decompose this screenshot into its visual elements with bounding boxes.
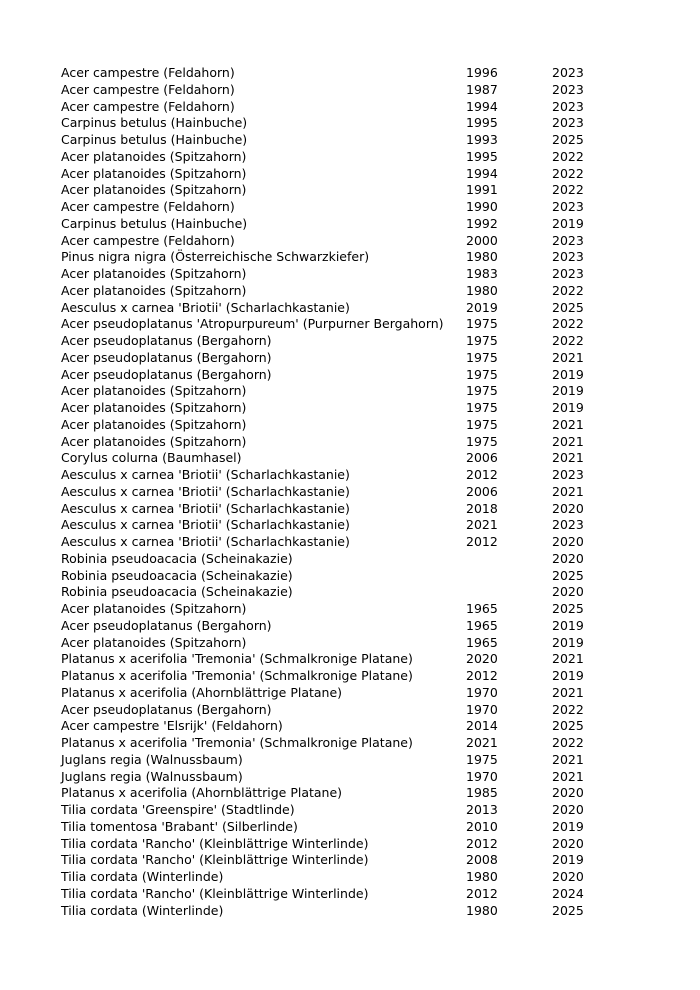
species-cell: Acer campestre (Feldahorn) — [61, 65, 235, 80]
year-checked-cell: 2022 — [552, 316, 584, 332]
species-cell: Acer campestre (Feldahorn) — [61, 199, 235, 214]
year-planted-cell: 1975 — [466, 366, 498, 382]
year-planted-cell: 1983 — [466, 266, 498, 281]
table-row — [61, 735, 612, 752]
year-checked-cell: 2025 — [552, 132, 584, 147]
year-planted-cell: 1975 — [466, 416, 498, 432]
species-cell: Acer pseudoplatanus (Bergahorn) — [61, 366, 272, 382]
year-planted-cell: 2012 — [466, 534, 498, 549]
year-planted-cell: 1970 — [466, 768, 498, 784]
species-cell: Acer campestre (Feldahorn) — [61, 98, 235, 114]
species-cell: Acer platanoides (Spitzahorn) — [61, 433, 247, 449]
year-checked-cell: 2020 — [552, 584, 584, 600]
year-planted-cell: 1975 — [466, 433, 498, 449]
table-row — [61, 199, 612, 216]
species-cell: Robinia pseudoacacia (Scheinakazie) — [61, 550, 293, 566]
year-planted-cell: 2006 — [466, 450, 498, 466]
year-checked-cell: 2022 — [552, 182, 584, 198]
table-row — [61, 300, 612, 317]
species-cell: Robinia pseudoacacia (Scheinakazie) — [61, 584, 293, 600]
table-row — [61, 367, 612, 384]
species-cell: Aesculus x carnea 'Briotii' (Scharlachkastanie) — [61, 483, 350, 499]
table-row — [61, 702, 612, 719]
year-checked-cell: 2020 — [552, 500, 584, 516]
year-checked-cell: 2021 — [552, 751, 584, 767]
year-checked-cell: 2022 — [552, 701, 584, 717]
year-planted-cell: 2000 — [466, 232, 498, 248]
year-planted-cell: 1965 — [466, 601, 498, 616]
table-row — [61, 266, 612, 283]
year-planted-cell: 1980 — [466, 902, 498, 918]
year-checked-cell: 2022 — [552, 148, 584, 164]
year-planted-cell: 1996 — [466, 65, 498, 80]
table-row — [61, 383, 612, 400]
species-cell: Tilia cordata (Winterlinde) — [61, 869, 224, 884]
year-checked-cell: 2021 — [552, 349, 584, 365]
table-row — [61, 584, 612, 601]
species-cell: Acer platanoides (Spitzahorn) — [61, 282, 247, 298]
year-checked-cell: 2022 — [552, 333, 584, 348]
table-row — [61, 316, 612, 333]
year-checked-cell: 2019 — [552, 215, 584, 231]
species-cell: Pinus nigra nigra (Österreichische Schwarzkiefer) — [61, 249, 370, 265]
table-row — [61, 132, 612, 149]
year-planted-cell: 1994 — [466, 165, 498, 181]
species-cell: Carpinus betulus (Hainbuche) — [61, 215, 248, 231]
species-cell: Acer campestre (Feldahorn) — [61, 81, 235, 97]
table-row — [61, 99, 612, 116]
year-checked-cell: 2025 — [552, 299, 584, 315]
year-planted-cell: 2012 — [466, 668, 498, 683]
species-cell: Acer platanoides (Spitzahorn) — [61, 400, 247, 415]
year-planted-cell: 2018 — [466, 500, 498, 516]
species-cell: Tilia cordata (Winterlinde) — [61, 902, 224, 918]
table-row — [61, 65, 612, 82]
table-row — [61, 651, 612, 668]
species-cell: Corylus colurna (Baumhasel) — [61, 450, 242, 466]
year-planted-cell: 2020 — [466, 651, 498, 667]
table-row — [61, 350, 612, 367]
tree-table-body — [61, 65, 612, 919]
species-cell: Tilia cordata 'Rancho' (Kleinblättrige Winterlinde) — [61, 885, 369, 901]
table-row — [61, 400, 612, 417]
species-cell: Platanus x acerifolia (Ahornblättrige Platane) — [61, 684, 343, 700]
year-planted-cell: 1987 — [466, 81, 498, 97]
year-checked-cell: 2019 — [552, 852, 584, 868]
species-cell: Platanus x acerifolia 'Tremonia' (Schmalkronige Platane) — [61, 735, 413, 750]
table-row — [61, 886, 612, 903]
year-planted-cell: 1970 — [466, 684, 498, 700]
year-checked-cell: 2025 — [552, 718, 584, 734]
species-cell: Platanus x acerifolia (Ahornblättrige Platane) — [61, 785, 343, 801]
species-cell: Platanus x acerifolia 'Tremonia' (Schmalkronige Platane) — [61, 651, 413, 667]
table-row — [61, 618, 612, 635]
species-cell: Tilia tomentosa 'Brabant' (Silberlinde) — [61, 818, 298, 834]
table-row — [61, 434, 612, 451]
year-planted-cell: 2012 — [466, 885, 498, 901]
year-planted-cell: 2014 — [466, 718, 498, 734]
species-cell: Acer pseudoplatanus 'Atropurpureum' (Purpurner Bergahorn) — [61, 316, 444, 332]
year-planted-cell: 2010 — [466, 818, 498, 834]
year-checked-cell: 2025 — [552, 902, 584, 918]
year-checked-cell: 2020 — [552, 785, 584, 801]
year-planted-cell: 1975 — [466, 333, 498, 348]
year-planted-cell: 2021 — [466, 735, 498, 750]
table-row — [61, 718, 612, 735]
species-cell: Aesculus x carnea 'Briotii' (Scharlachkastanie) — [61, 299, 350, 315]
table-row — [61, 852, 612, 869]
table-row — [61, 233, 612, 250]
year-planted-cell: 1993 — [466, 132, 498, 147]
year-planted-cell: 2006 — [466, 483, 498, 499]
species-cell: Robinia pseudoacacia (Scheinakazie) — [61, 567, 293, 583]
species-cell: Platanus x acerifolia 'Tremonia' (Schmalkronige Platane) — [61, 668, 413, 683]
species-cell: Acer platanoides (Spitzahorn) — [61, 416, 247, 432]
table-row — [61, 752, 612, 769]
table-row — [61, 467, 612, 484]
year-planted-cell: 1975 — [466, 400, 498, 415]
table-row — [61, 601, 612, 618]
species-cell: Acer platanoides (Spitzahorn) — [61, 266, 247, 281]
year-planted-cell: 1992 — [466, 215, 498, 231]
year-planted-cell — [466, 584, 552, 601]
year-checked-cell: 2023 — [552, 517, 584, 533]
year-checked-cell: 2023 — [552, 115, 584, 131]
year-checked-cell: 2020 — [552, 869, 584, 884]
year-checked-cell: 2019 — [552, 383, 584, 399]
year-planted-cell: 1975 — [466, 349, 498, 365]
species-cell: Juglans regia (Walnussbaum) — [61, 751, 243, 767]
year-planted-cell: 2021 — [466, 517, 498, 533]
table-row — [61, 635, 612, 652]
year-planted-cell: 1985 — [466, 785, 498, 801]
table-row — [61, 333, 612, 350]
species-cell: Acer pseudoplatanus (Bergahorn) — [61, 617, 272, 633]
year-planted-cell: 2008 — [466, 852, 498, 868]
year-checked-cell: 2023 — [552, 467, 584, 482]
year-planted-cell: 1980 — [466, 249, 498, 265]
species-cell: Aesculus x carnea 'Briotii' (Scharlachkastanie) — [61, 534, 350, 549]
table-row — [61, 166, 612, 183]
table-row — [61, 869, 612, 886]
year-checked-cell: 2021 — [552, 416, 584, 432]
year-checked-cell: 2023 — [552, 65, 584, 80]
year-planted-cell: 1975 — [466, 316, 498, 332]
table-row — [61, 417, 612, 434]
species-cell: Acer platanoides (Spitzahorn) — [61, 165, 247, 181]
year-planted-cell: 1995 — [466, 115, 498, 131]
year-checked-cell: 2020 — [552, 835, 584, 851]
table-row — [61, 534, 612, 551]
year-checked-cell: 2019 — [552, 366, 584, 382]
year-planted-cell: 1995 — [466, 148, 498, 164]
species-cell: Acer pseudoplatanus (Bergahorn) — [61, 701, 272, 717]
year-checked-cell: 2021 — [552, 651, 584, 667]
year-checked-cell: 2020 — [552, 802, 584, 817]
table-row — [61, 836, 612, 853]
year-planted-cell: 2013 — [466, 802, 498, 817]
species-cell: Carpinus betulus (Hainbuche) — [61, 115, 248, 131]
species-cell: Juglans regia (Walnussbaum) — [61, 768, 243, 784]
year-planted-cell — [466, 568, 552, 585]
species-cell: Acer platanoides (Spitzahorn) — [61, 601, 247, 616]
year-checked-cell: 2023 — [552, 98, 584, 114]
table-row — [61, 668, 612, 685]
species-cell: Acer campestre (Feldahorn) — [61, 232, 235, 248]
year-planted-cell: 1980 — [466, 282, 498, 298]
species-cell: Carpinus betulus (Hainbuche) — [61, 132, 248, 147]
species-cell: Tilia cordata 'Rancho' (Kleinblättrige Winterlinde) — [61, 852, 369, 868]
year-checked-cell: 2021 — [552, 450, 584, 466]
year-checked-cell: 2022 — [552, 165, 584, 181]
table-row — [61, 149, 612, 166]
year-checked-cell: 2022 — [552, 735, 584, 750]
table-row — [61, 802, 612, 819]
species-cell: Acer platanoides (Spitzahorn) — [61, 182, 247, 198]
table-row — [61, 785, 612, 802]
table-row — [61, 568, 612, 585]
year-planted-cell: 1994 — [466, 98, 498, 114]
year-planted-cell: 1965 — [466, 634, 498, 650]
year-checked-cell: 2021 — [552, 483, 584, 499]
species-cell: Acer campestre 'Elsrijk' (Feldahorn) — [61, 718, 283, 734]
year-checked-cell: 2024 — [552, 885, 584, 901]
year-checked-cell: 2025 — [552, 567, 584, 583]
year-checked-cell: 2019 — [552, 818, 584, 834]
species-cell: Acer platanoides (Spitzahorn) — [61, 148, 247, 164]
table-row — [61, 450, 612, 467]
year-checked-cell: 2023 — [552, 249, 584, 265]
year-planted-cell: 1975 — [466, 383, 498, 399]
year-checked-cell: 2023 — [552, 81, 584, 97]
table-row — [61, 484, 612, 501]
year-checked-cell: 2025 — [552, 601, 584, 616]
table-row — [61, 517, 612, 534]
species-cell: Acer pseudoplatanus (Bergahorn) — [61, 333, 272, 348]
species-cell: Acer platanoides (Spitzahorn) — [61, 383, 247, 399]
table-row — [61, 115, 612, 132]
year-checked-cell: 2019 — [552, 617, 584, 633]
species-cell: Tilia cordata 'Greenspire' (Stadtlinde) — [61, 802, 295, 817]
year-planted-cell — [466, 551, 552, 568]
year-checked-cell: 2021 — [552, 433, 584, 449]
table-row — [61, 769, 612, 786]
year-planted-cell: 2012 — [466, 467, 498, 482]
year-planted-cell: 1975 — [466, 751, 498, 767]
table-row — [61, 903, 612, 920]
year-planted-cell: 2019 — [466, 299, 498, 315]
year-planted-cell: 1965 — [466, 617, 498, 633]
year-checked-cell: 2023 — [552, 266, 584, 281]
table-row — [61, 182, 612, 199]
year-planted-cell: 1991 — [466, 182, 498, 198]
year-checked-cell: 2019 — [552, 668, 584, 683]
year-checked-cell: 2022 — [552, 282, 584, 298]
table-row — [61, 551, 612, 568]
year-checked-cell: 2020 — [552, 550, 584, 566]
species-cell: Aesculus x carnea 'Briotii' (Scharlachkastanie) — [61, 500, 350, 516]
species-cell: Acer pseudoplatanus (Bergahorn) — [61, 349, 272, 365]
year-planted-cell: 1990 — [466, 199, 498, 214]
year-planted-cell: 1970 — [466, 701, 498, 717]
year-planted-cell: 1980 — [466, 869, 498, 884]
table-row — [61, 216, 612, 233]
table-row — [61, 82, 612, 99]
species-cell: Aesculus x carnea 'Briotii' (Scharlachkastanie) — [61, 517, 350, 533]
table-row — [61, 501, 612, 518]
table-row — [61, 283, 612, 300]
species-cell: Tilia cordata 'Rancho' (Kleinblättrige Winterlinde) — [61, 835, 369, 851]
year-checked-cell: 2021 — [552, 768, 584, 784]
table-row — [61, 819, 612, 836]
year-checked-cell: 2019 — [552, 634, 584, 650]
species-cell: Aesculus x carnea 'Briotii' (Scharlachkastanie) — [61, 467, 350, 482]
year-planted-cell: 2012 — [466, 835, 498, 851]
table-row — [61, 249, 612, 266]
tree-table — [61, 65, 612, 919]
year-checked-cell: 2021 — [552, 684, 584, 700]
table-row — [61, 685, 612, 702]
species-cell: Acer platanoides (Spitzahorn) — [61, 634, 247, 650]
year-checked-cell: 2023 — [552, 199, 584, 214]
year-checked-cell: 2023 — [552, 232, 584, 248]
year-checked-cell: 2020 — [552, 534, 584, 549]
year-checked-cell: 2019 — [552, 400, 584, 415]
